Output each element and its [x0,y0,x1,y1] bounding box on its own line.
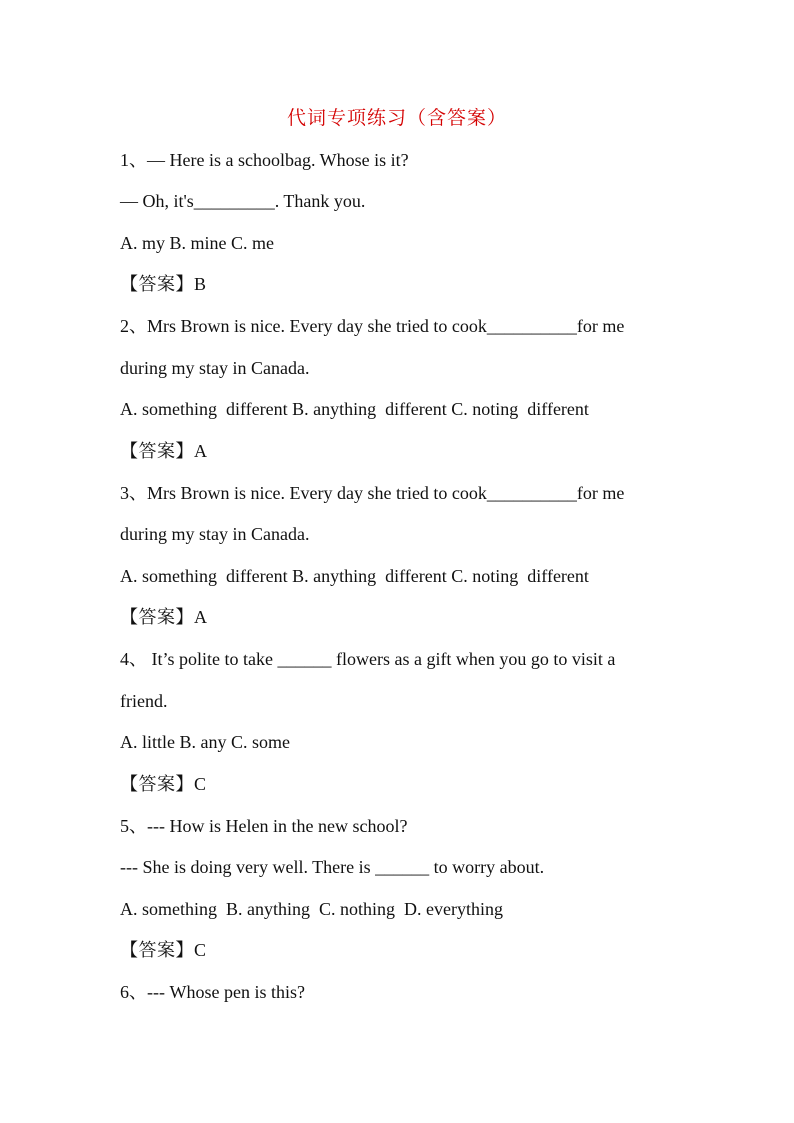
q5-question-line-2: --- She is doing very well. There is ______ to worry about. [120,857,545,877]
q2-options: A. something different B. anything different C. noting different [120,399,589,419]
q5-question-line-1: 5、--- How is Helen in the new school? [120,816,408,836]
page-title: 代词专项练习（含答案） [286,108,507,129]
q6-question-line-1: 6、--- Whose pen is this? [120,982,305,1002]
q3-answer: 【答案】A [120,607,208,627]
q1-options: A. my B. mine C. me [120,233,274,253]
q4-options: A. little B. any C. some [120,732,290,752]
q4-question-line-1: 4、 It’s polite to take ______ flowers as a gift when you go to visit a [120,649,616,669]
q2-question-line-1: 2、Mrs Brown is nice. Every day she tried to cook__________for me [120,316,625,336]
q1-question-line-1: 1、— Here is a schoolbag. Whose is it? [120,150,409,170]
q4-answer: 【答案】C [120,774,207,794]
q2-question-line-2: during my stay in Canada. [120,358,310,378]
q1-answer: 【答案】B [120,274,207,294]
q3-question-line-1: 3、Mrs Brown is nice. Every day she tried to cook__________for me [120,483,625,503]
q1-question-line-2: — Oh, it's_________. Thank you. [120,191,366,211]
q4-question-line-2: friend. [120,691,168,711]
q3-question-line-2: during my stay in Canada. [120,524,310,544]
q5-options: A. something B. anything C. nothing D. everything [120,899,503,919]
q5-answer: 【答案】C [120,940,207,960]
q3-options: A. something different B. anything different C. noting different [120,566,589,586]
q2-answer: 【答案】A [120,441,208,461]
